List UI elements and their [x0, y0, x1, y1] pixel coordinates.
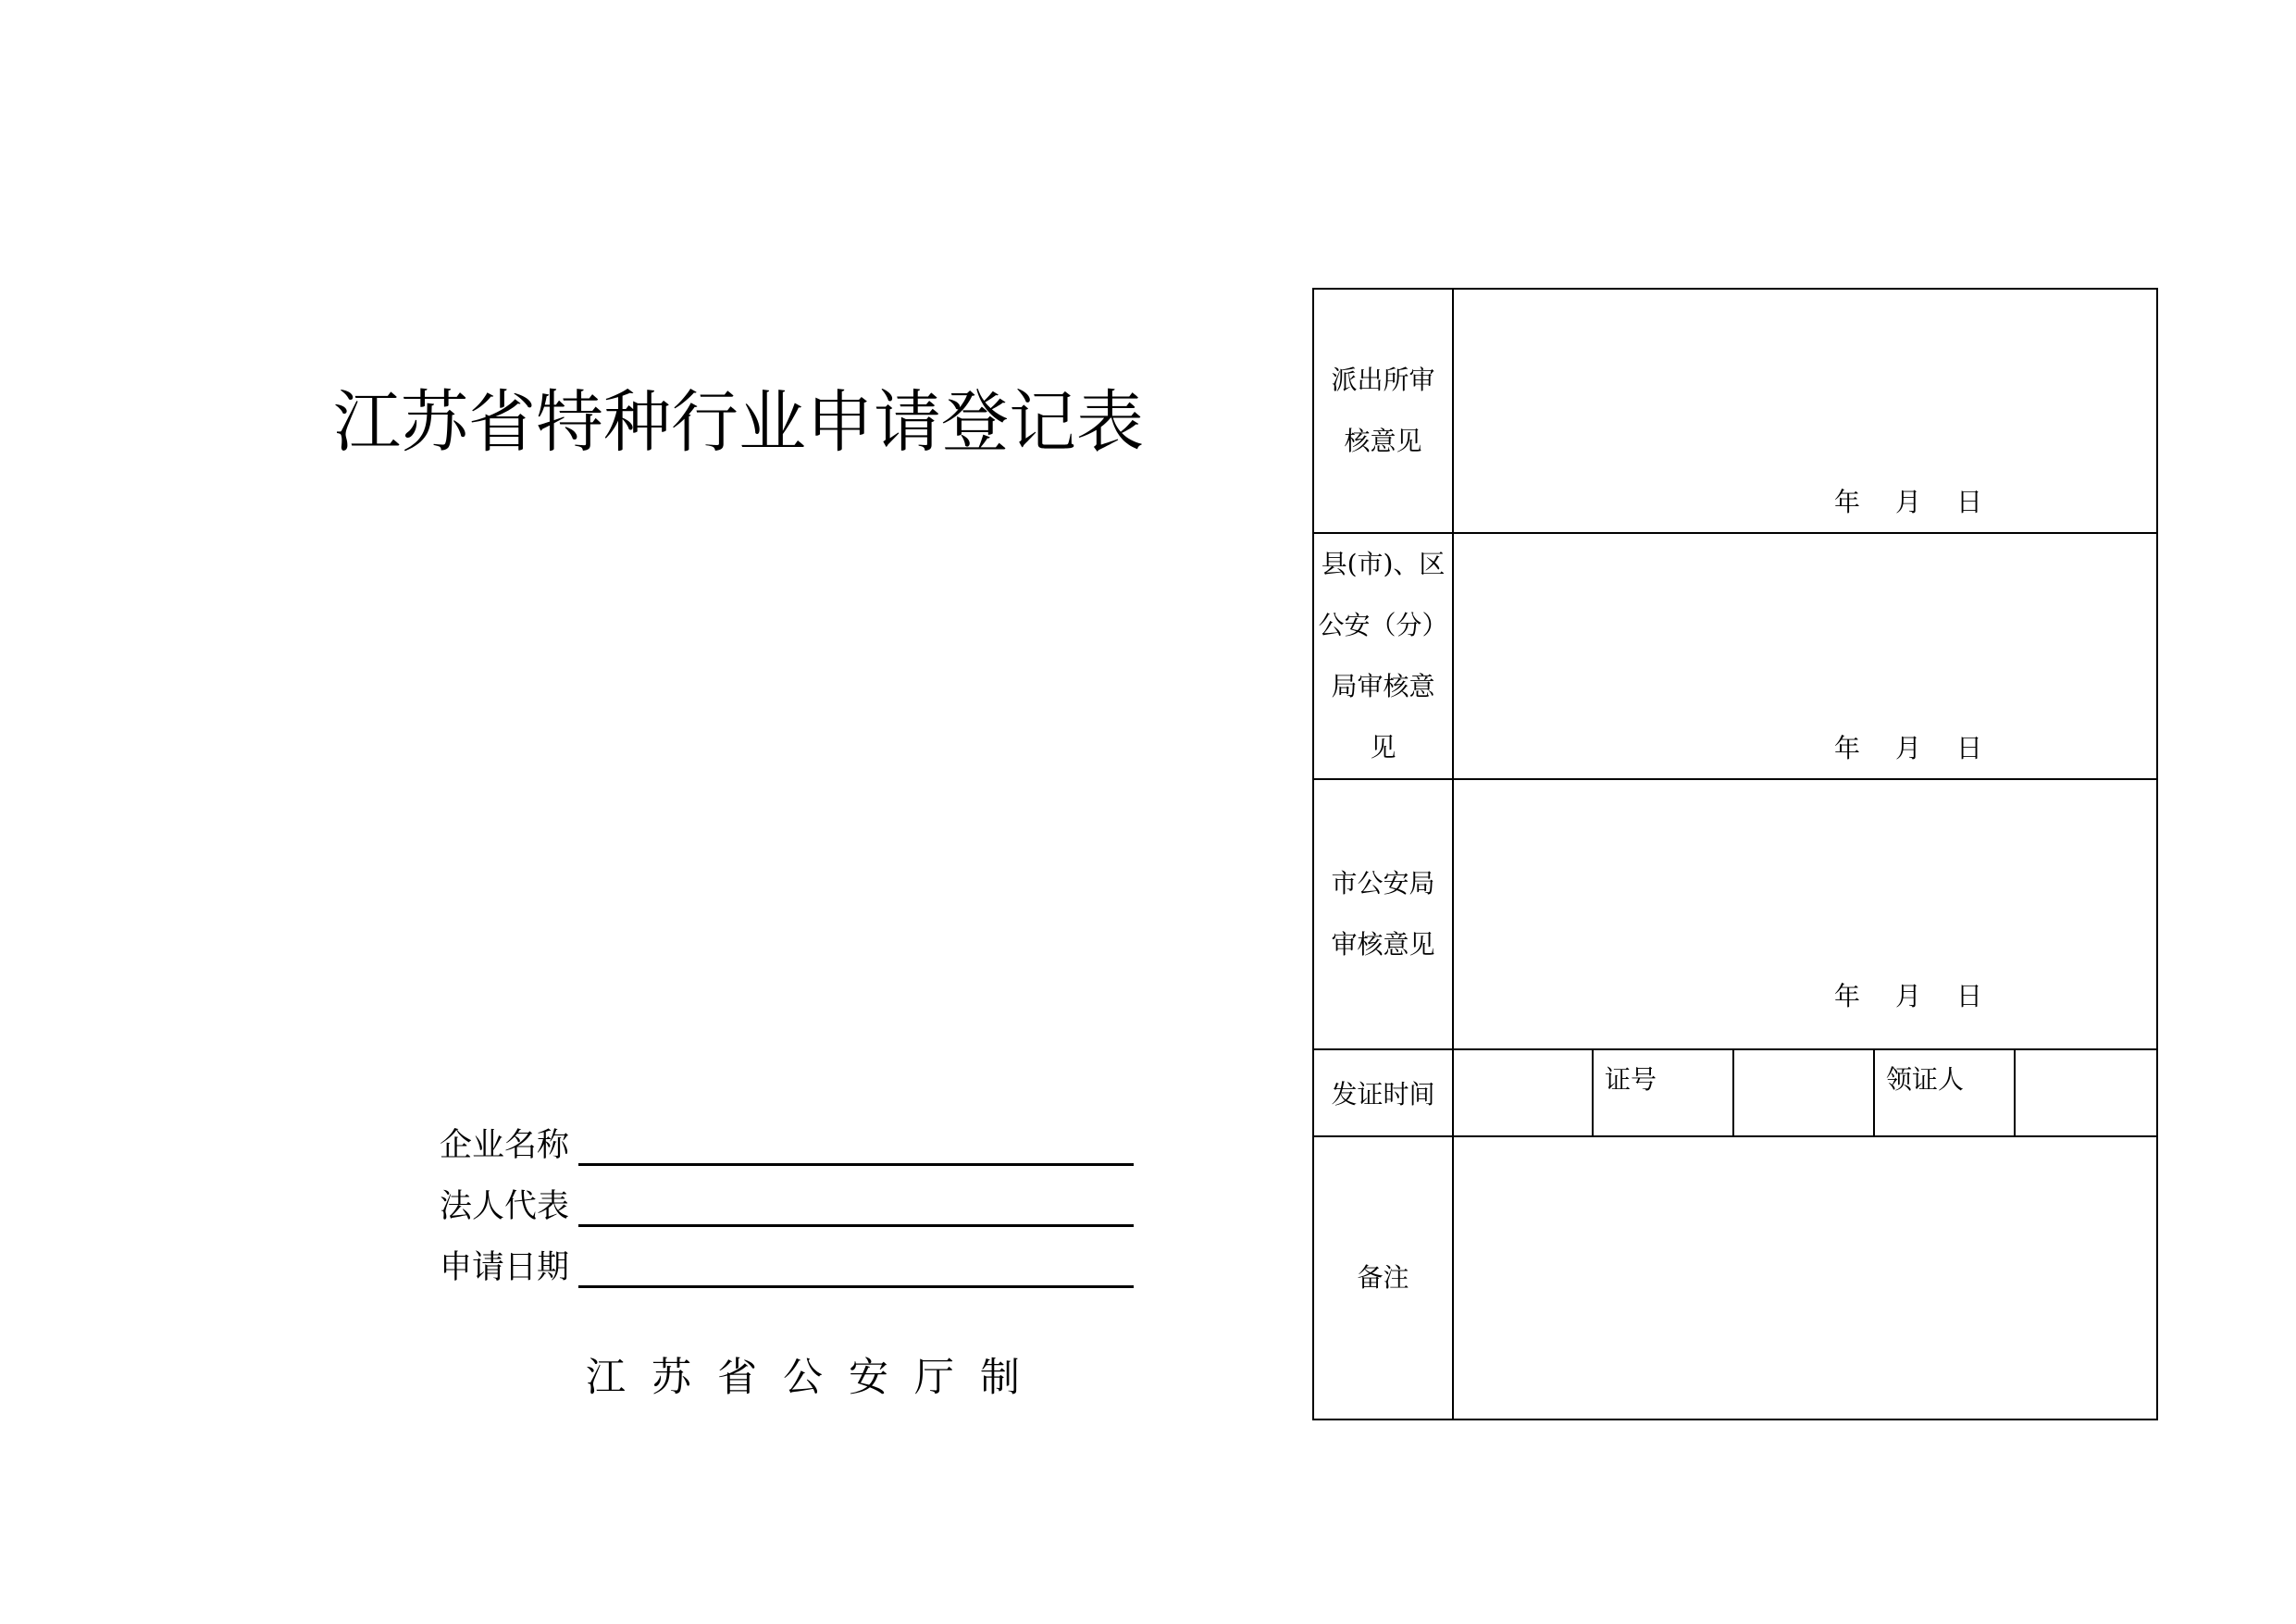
police-station-review-opinion[interactable]: [1453, 289, 2157, 533]
receiver-label-cell: [1874, 1049, 2015, 1136]
form-title: 江苏省特种行业申请登记表: [333, 383, 1144, 462]
application-date-input-line[interactable]: [578, 1245, 1134, 1288]
city-bureau-review-date: [1834, 978, 1982, 1015]
receiver-value[interactable]: [2015, 1049, 2157, 1136]
county-bureau-review-row: [1313, 533, 2157, 779]
month-label: 月: [1895, 733, 1922, 763]
remarks-content[interactable]: [1453, 1136, 2157, 1419]
year-label: 年: [1834, 981, 1861, 1011]
city-bureau-review-label-line: 审核意见: [1331, 929, 1435, 960]
county-bureau-review-label-line: 见: [1370, 732, 1396, 762]
year-label: 年: [1834, 733, 1861, 763]
police-station-review-date: [1834, 484, 1982, 521]
county-bureau-review-label-line: 县(市)、区: [1321, 549, 1446, 579]
police-station-review-row: [1313, 289, 2157, 533]
certificate-number-label-cell: [1593, 1049, 1733, 1136]
police-station-review-label-line: 核意见: [1344, 426, 1422, 456]
company-name-field: [440, 1116, 1134, 1166]
day-label: 日: [1956, 487, 1983, 517]
receiver-label: 领证人: [1886, 1064, 1965, 1095]
issue-time-value[interactable]: [1453, 1049, 1593, 1136]
county-bureau-review-label-line: 公安（分）: [1318, 610, 1448, 640]
year-label: 年: [1834, 487, 1861, 517]
legal-representative-input-line[interactable]: [578, 1184, 1134, 1227]
remarks-label: 备注: [1313, 1136, 1453, 1419]
application-date-label: 申请日期: [440, 1249, 570, 1286]
day-label: 日: [1956, 981, 1983, 1011]
legal-representative-field: [440, 1177, 1134, 1227]
review-table: [1312, 288, 2158, 1420]
police-station-review-label-line: 派出所审: [1331, 365, 1435, 395]
month-label: 月: [1895, 981, 1922, 1011]
day-label: 日: [1956, 733, 1983, 763]
certificate-number-value[interactable]: [1733, 1049, 1874, 1136]
county-bureau-review-opinion[interactable]: [1453, 533, 2157, 779]
company-name-input-line[interactable]: [578, 1122, 1134, 1166]
remarks-row: [1313, 1136, 2157, 1419]
issuing-authority: 江苏省公安厅制: [586, 1355, 1046, 1401]
company-name-label: 企业名称: [440, 1127, 570, 1164]
city-bureau-review-label-line: 市公安局: [1331, 868, 1435, 899]
application-date-field: [440, 1238, 1134, 1288]
county-bureau-review-label: [1313, 533, 1453, 779]
issue-time-label: 发证时间: [1313, 1049, 1453, 1136]
certificate-number-label: 证号: [1605, 1064, 1657, 1095]
city-bureau-review-opinion[interactable]: [1453, 779, 2157, 1049]
month-label: 月: [1895, 487, 1922, 517]
legal-representative-label: 法人代表: [440, 1188, 570, 1225]
city-bureau-review-row: [1313, 779, 2157, 1049]
county-bureau-review-date: [1834, 730, 1982, 767]
police-station-review-label: [1313, 289, 1453, 533]
certificate-issue-row: [1313, 1049, 2157, 1136]
city-bureau-review-label: [1313, 779, 1453, 1049]
county-bureau-review-label-line: 局审核意: [1331, 671, 1435, 701]
